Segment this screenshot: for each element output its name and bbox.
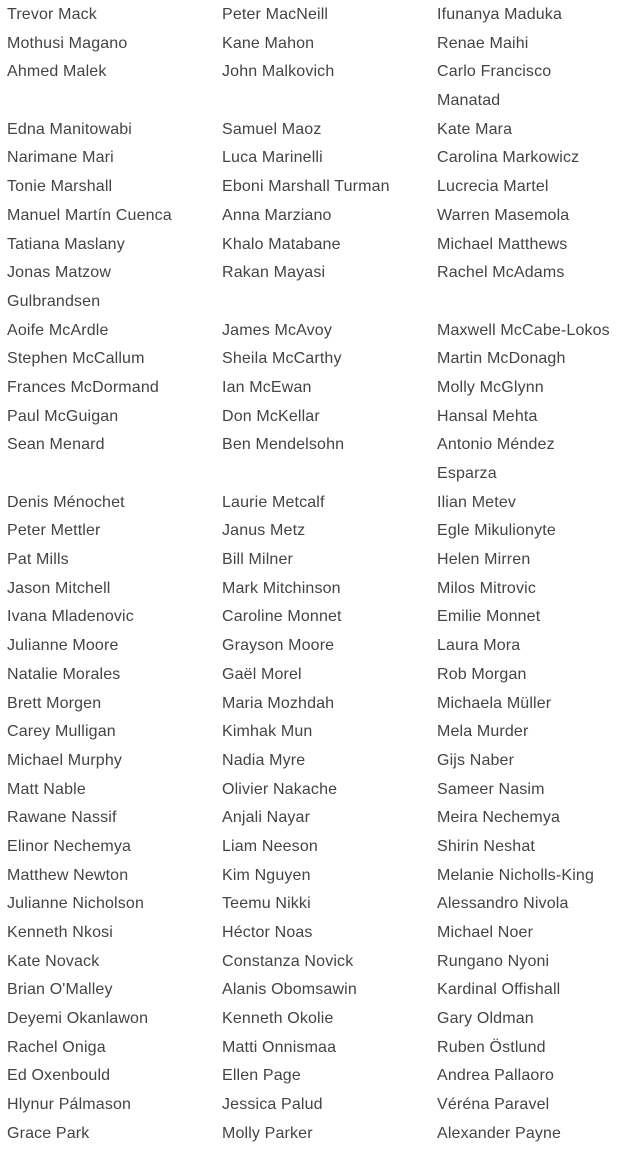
- name-link[interactable]: Shirin Neshat: [437, 837, 535, 855]
- name-link[interactable]: Stephen McCallum: [7, 350, 145, 368]
- empty-cell: [437, 288, 640, 317]
- name-link[interactable]: Rungano Nyoni: [437, 952, 550, 970]
- name-link[interactable]: Julianne Nicholson: [7, 895, 145, 913]
- name-grid: [7, 1, 640, 1149]
- name-link[interactable]: Kardinal Offishall: [437, 981, 561, 999]
- name-link[interactable]: Janus Metz: [222, 522, 306, 540]
- name-link[interactable]: Rawane Nassif: [7, 809, 117, 827]
- name-link[interactable]: Grace Park: [7, 1124, 90, 1142]
- name-link[interactable]: Tatiana Maslany: [7, 235, 125, 253]
- name-link[interactable]: Melanie Nicholls-King: [437, 866, 594, 884]
- name-link[interactable]: Mark Mitchinson: [222, 579, 341, 597]
- name-link[interactable]: Héctor Noas: [222, 924, 313, 941]
- name-link[interactable]: Sean Menard: [7, 436, 105, 454]
- name-link[interactable]: Michael Noer: [437, 924, 534, 941]
- name-link[interactable]: Jonas Matzow: [7, 264, 112, 282]
- name-link[interactable]: Kenneth Nkosi: [7, 924, 114, 941]
- name-link[interactable]: Kim Nguyen: [222, 866, 311, 884]
- name-link[interactable]: Khalo Matabane: [222, 235, 341, 253]
- name-link[interactable]: Hlynur Pálmason: [7, 1096, 132, 1114]
- name-link[interactable]: Andrea Pallaoro: [437, 1067, 554, 1085]
- name-link[interactable]: Ahmed Malek: [7, 63, 107, 81]
- name-link[interactable]: Ian McEwan: [222, 378, 312, 396]
- name-link[interactable]: Peter Mettler: [7, 522, 101, 540]
- name-link[interactable]: Anjali Nayar: [222, 809, 311, 827]
- name-link[interactable]: Gaël Morel: [222, 665, 302, 683]
- name-link[interactable]: Ilian Metev: [437, 493, 517, 511]
- name-link[interactable]: Hansal Mehta: [437, 407, 538, 425]
- name-link[interactable]: Lucrecia Martel: [437, 178, 549, 196]
- name-link[interactable]: Laurie Metcalf: [222, 493, 325, 511]
- name-link[interactable]: Tonie Marshall: [7, 178, 113, 196]
- name-link[interactable]: Kate Novack: [7, 952, 100, 970]
- name-link[interactable]: Mothusi Magano: [7, 34, 128, 52]
- name-link[interactable]: Paul McGuigan: [7, 407, 119, 425]
- name-link[interactable]: Frances McDormand: [7, 378, 159, 396]
- name-link[interactable]: Jessica Palud: [222, 1096, 323, 1114]
- name-link[interactable]: Ben Mendelsohn: [222, 436, 345, 454]
- empty-cell: [7, 87, 222, 116]
- empty-cell: [7, 460, 222, 489]
- name-link[interactable]: Elinor Nechemya: [7, 837, 132, 855]
- name-link[interactable]: Anna Marziano: [222, 206, 332, 224]
- name-link[interactable]: Gulbrandsen: [7, 292, 101, 310]
- name-link[interactable]: Molly McGlynn: [437, 378, 544, 396]
- name-link[interactable]: Nadia Myre: [222, 751, 306, 769]
- name-link[interactable]: Samuel Maoz: [222, 120, 322, 138]
- name-link[interactable]: Manuel Martín Cuenca: [7, 206, 172, 224]
- name-link[interactable]: Jason Mitchell: [7, 579, 111, 597]
- name-link[interactable]: Egle Mikulionyte: [437, 522, 556, 540]
- name-link[interactable]: Carolina Markowicz: [437, 149, 580, 167]
- name-link[interactable]: Deyemi Okanlawon: [7, 1010, 149, 1028]
- name-link[interactable]: Olivier Nakache: [222, 780, 338, 798]
- name-link[interactable]: Grayson Moore: [222, 637, 335, 655]
- name-link[interactable]: Luca Marinelli: [222, 149, 323, 167]
- name-link[interactable]: Teemu Nikki: [222, 895, 311, 913]
- name-link[interactable]: Constanza Novick: [222, 952, 354, 970]
- name-link[interactable]: Natalie Morales: [7, 665, 121, 683]
- name-link[interactable]: Maria Mozhdah: [222, 694, 335, 712]
- name-link[interactable]: Liam Neeson: [222, 837, 318, 855]
- name-link[interactable]: Ivana Mladenovic: [7, 608, 134, 626]
- name-link[interactable]: Sameer Nasim: [437, 780, 545, 798]
- name-link[interactable]: Michael Murphy: [7, 751, 123, 769]
- name-link[interactable]: Peter MacNeill: [222, 6, 329, 23]
- name-link[interactable]: Meira Nechemya: [437, 809, 561, 827]
- name-link[interactable]: Laura Mora: [437, 637, 521, 655]
- name-link[interactable]: Warren Masemola: [437, 206, 570, 224]
- empty-cell: [222, 87, 437, 116]
- name-link[interactable]: Rachel Oniga: [7, 1038, 106, 1056]
- name-link[interactable]: Renae Maihi: [437, 34, 529, 52]
- name-link[interactable]: Milos Mitrovic: [437, 579, 536, 597]
- name-link[interactable]: Ed Oxenbould: [7, 1067, 111, 1085]
- empty-cell: [222, 288, 437, 317]
- name-link[interactable]: Carey Mulligan: [7, 723, 116, 741]
- name-link[interactable]: Don McKellar: [222, 407, 320, 425]
- name-link[interactable]: Esparza: [437, 465, 497, 482]
- empty-cell: [222, 460, 437, 489]
- name-link[interactable]: Michael Matthews: [437, 235, 568, 253]
- name-link[interactable]: Martin McDonagh: [437, 350, 566, 368]
- name-link[interactable]: Pat Mills: [7, 551, 69, 569]
- name-link[interactable]: Sheila McCarthy: [222, 350, 342, 368]
- name-link[interactable]: Manatad: [437, 92, 501, 110]
- name-link[interactable]: Carlo Francisco: [437, 63, 552, 81]
- name-link[interactable]: Aoife McArdle: [7, 321, 109, 339]
- name-link[interactable]: Alessandro Nivola: [437, 895, 569, 913]
- name-link[interactable]: Ellen Page: [222, 1067, 301, 1085]
- name-link[interactable]: Rachel McAdams: [437, 264, 565, 282]
- name-link[interactable]: Rakan Mayasi: [222, 264, 326, 282]
- name-link[interactable]: Kenneth Okolie: [222, 1010, 334, 1028]
- name-link[interactable]: John Malkovich: [222, 63, 335, 81]
- name-link[interactable]: Alanis Obomsawin: [222, 981, 357, 999]
- name-link[interactable]: Gijs Naber: [437, 751, 515, 769]
- name-link[interactable]: Rob Morgan: [437, 665, 527, 683]
- name-link[interactable]: Molly Parker: [222, 1124, 313, 1142]
- name-link[interactable]: Brian O'Malley: [7, 981, 113, 999]
- name-link[interactable]: Trevor Mack: [7, 6, 97, 23]
- name-link[interactable]: Kane Mahon: [222, 34, 315, 52]
- name-link[interactable]: Maxwell McCabe-Lokos: [437, 321, 610, 339]
- name-link[interactable]: Gary Oldman: [437, 1010, 534, 1028]
- name-link[interactable]: Matt Nable: [7, 780, 86, 798]
- name-link[interactable]: Alexander Payne: [437, 1124, 562, 1142]
- name-link[interactable]: Narimane Mari: [7, 149, 114, 167]
- name-link[interactable]: Caroline Monnet: [222, 608, 342, 626]
- name-link[interactable]: Ruben Östlund: [437, 1038, 546, 1056]
- name-link[interactable]: Véréna Paravel: [437, 1096, 550, 1114]
- name-link[interactable]: Emilie Monnet: [437, 608, 541, 626]
- name-link[interactable]: Denis Ménochet: [7, 493, 125, 511]
- name-link[interactable]: James McAvoy: [222, 321, 332, 339]
- name-link[interactable]: Matthew Newton: [7, 866, 129, 884]
- name-link[interactable]: Ifunanya Maduka: [437, 6, 562, 23]
- name-link[interactable]: Kate Mara: [437, 120, 513, 138]
- name-link[interactable]: Brett Morgen: [7, 694, 102, 712]
- name-link[interactable]: Edna Manitowabi: [7, 120, 132, 138]
- name-link[interactable]: Matti Onnismaa: [222, 1038, 337, 1056]
- name-link[interactable]: Michaela Müller: [437, 694, 552, 712]
- name-link[interactable]: Mela Murder: [437, 723, 529, 741]
- name-link[interactable]: Antonio Méndez: [437, 436, 555, 454]
- name-link[interactable]: Helen Mirren: [437, 551, 531, 569]
- name-link[interactable]: Bill Milner: [222, 551, 293, 569]
- name-link[interactable]: Eboni Marshall Turman: [222, 178, 390, 196]
- name-link[interactable]: Julianne Moore: [7, 637, 119, 655]
- name-link[interactable]: Kimhak Mun: [222, 723, 313, 741]
